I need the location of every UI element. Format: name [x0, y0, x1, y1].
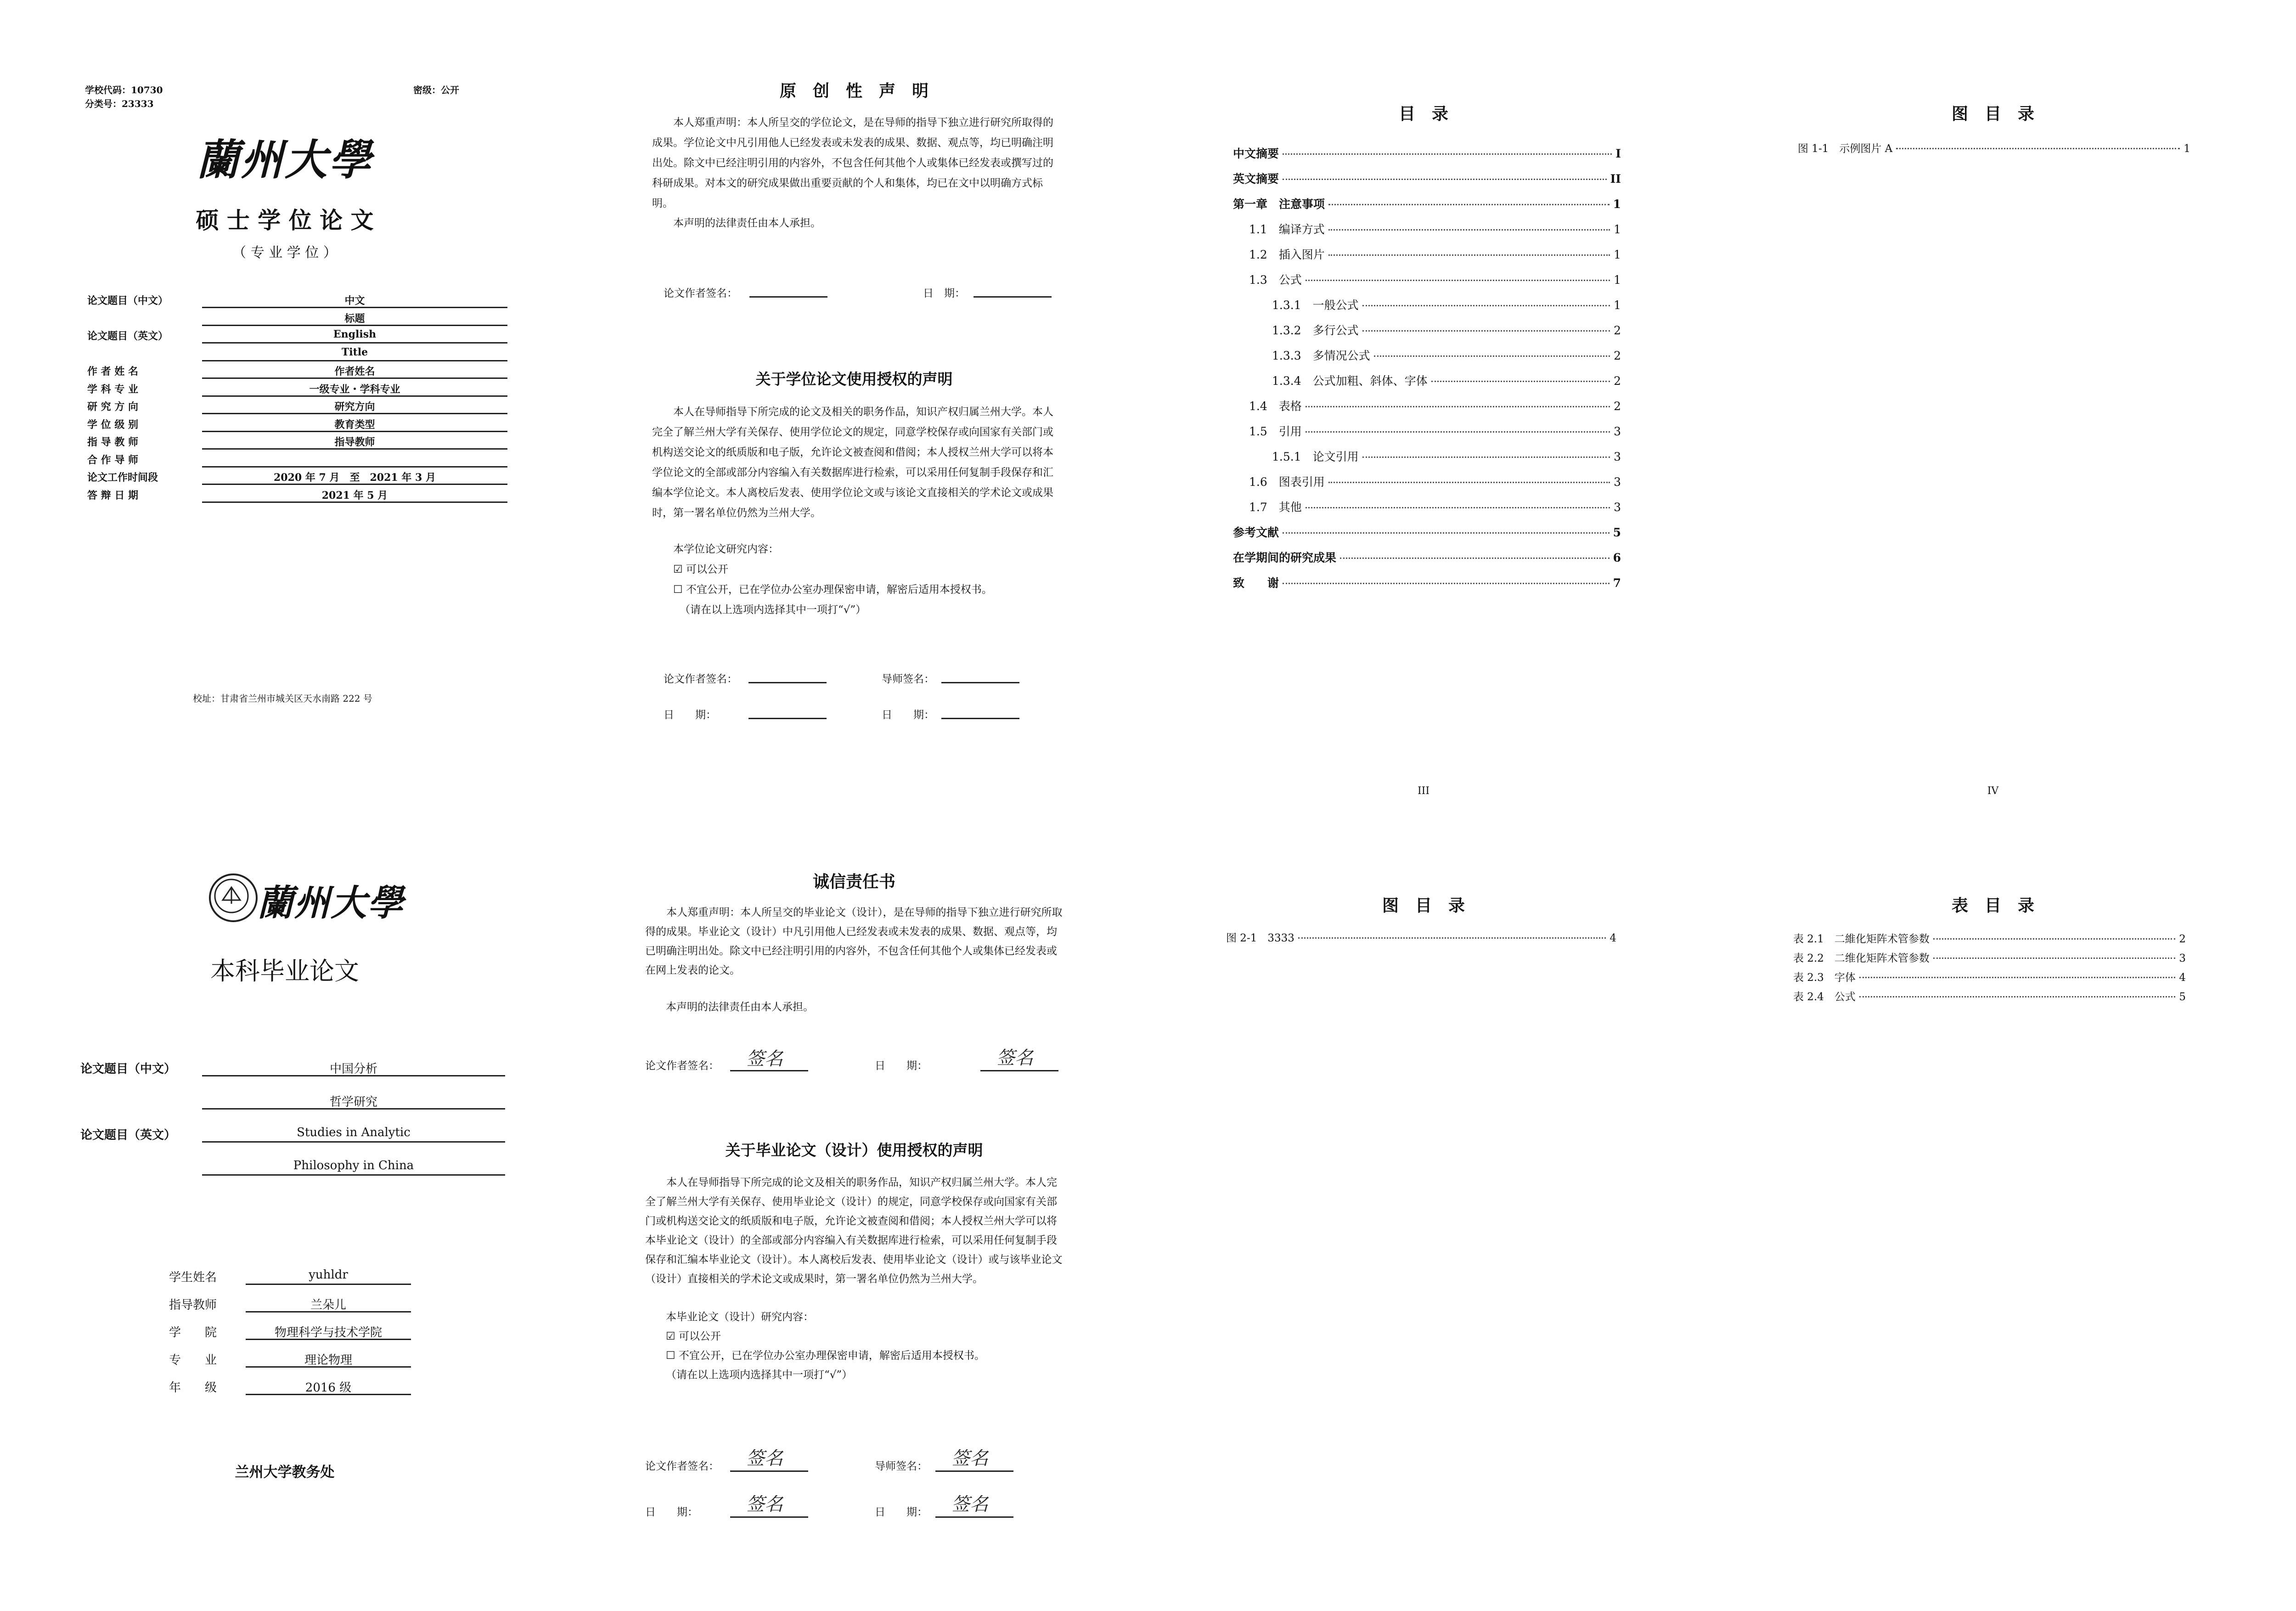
- toc-entry-page: 2: [1614, 324, 1621, 337]
- toc-entry-title: 1.6 图表引用: [1249, 475, 1325, 489]
- list-entry-title: 表 2.4 公式: [1793, 991, 1856, 1003]
- auth-author-sign-label: 论文作者签名：: [645, 1460, 719, 1472]
- toc-leader: [1306, 280, 1610, 281]
- page-list-of-tables: [2278, 0, 2296, 806]
- university-emblem-icon: [209, 873, 258, 922]
- auth-date-line-1[interactable]: [748, 718, 827, 719]
- list-entry-page: 4: [1609, 932, 1616, 944]
- auth-date-line-1[interactable]: [730, 1516, 808, 1518]
- toc-leader: [1328, 482, 1610, 483]
- auth-date-label-1: 日 期：: [664, 709, 716, 721]
- date-line[interactable]: [980, 1070, 1058, 1071]
- lot-title: [2278, 101, 2296, 124]
- date-label: 日 期：: [923, 287, 965, 299]
- toc-entry-title: 1.3.4 公式加粗、斜体、字体: [1272, 374, 1428, 388]
- list-entry[interactable]: [1793, 988, 2186, 1003]
- toc-entry-page: 6: [1613, 551, 1621, 564]
- degree-type: （ 专 业 学 位 ）: [232, 245, 337, 261]
- student-field-value: yuhldr: [246, 1268, 411, 1285]
- declaration-paragraph: 本人郑重声明：本人所呈交的学位论文，是在导师的指导下独立进行研究所取得的成果。学位论文中凡引用他人已经发表或未发表的成果、数据、观点等，均已明确注明出处。除文中已经注明引用的内容外，不包含任何其他个人或集体已经发表或撰写过的科研成果。对本文的研究成果做出重要贡献的个人和集体，均已在文中以明确方式标明。: [652, 117, 1053, 209]
- cover-field-label: 学 科 专 业: [87, 383, 138, 395]
- toc-entry[interactable]: [1249, 246, 1621, 262]
- toc-leader: [1340, 558, 1609, 559]
- cover-field-value: 一级专业・学科专业: [202, 382, 507, 397]
- authorization-paragraph: 本人在导师指导下所完成的论文及相关的职务作品，知识产权归属兰州大学。本人完全了解兰州大学有关保存、使用毕业论文（设计）的规定，同意学校保存或向国家有关部门或机构送交论文的纸质版和电子版，允许论文被查阅和借阅；本人授权兰州大学可以将本毕业论文（设计）的全部或部分内容编入有关数据库进行检索，可以采用任何复制手段保存和汇编本毕业论文（设计）。本人离校后发表、使用毕业论文（设计）或与该毕业论文（设计）直接相关的学术论文或成果时，第一署名单位仍然为兰州大学。: [645, 1177, 1063, 1285]
- student-field-label: 学生姓名: [169, 1271, 217, 1284]
- cover-field-value: 2020 年 7 月 至 2021 年 3 月: [202, 470, 507, 485]
- toc-entry-page: I: [1615, 147, 1621, 160]
- student-field-value: 理论物理: [246, 1351, 411, 1368]
- declaration-law: 本声明的法律责任由本人承担。: [673, 217, 821, 229]
- list-entry-title: 图 2-1 3333: [1226, 932, 1294, 944]
- toc-entry-title: 中文摘要: [1233, 147, 1279, 160]
- toc-entry-title: 参考文献: [1233, 526, 1279, 539]
- toc-leader: [1328, 229, 1610, 231]
- author-sign-line[interactable]: [749, 296, 827, 298]
- toc-leader: [1283, 583, 1609, 584]
- toc-entry-title: 1.3 公式: [1249, 273, 1302, 287]
- toc-leader: [1374, 355, 1610, 357]
- list-leader: [1933, 938, 2175, 940]
- auth-date-signature-1: 签名: [746, 1494, 783, 1515]
- cover-field-value: 2021 年 5 月: [202, 488, 507, 503]
- toc-leader: [1328, 254, 1610, 256]
- toc-entry-title: 1.3.2 多行公式: [1272, 324, 1359, 337]
- doc-title: 本科毕业论文: [210, 957, 359, 986]
- date-signature: 签名: [996, 1048, 1033, 1069]
- auth-date-label-1: 日 期：: [645, 1506, 698, 1518]
- toc-entry[interactable]: [1272, 372, 1621, 389]
- cover-field-value: 哲学研究: [202, 1093, 505, 1110]
- lot-title: 表 目 录: [1951, 896, 2034, 915]
- authorization-title: 关于毕业论文（设计）使用授权的声明: [725, 1141, 983, 1159]
- toc-entry[interactable]: [1233, 524, 1621, 540]
- authorization-title: 关于学位论文使用授权的声明: [755, 370, 953, 388]
- toc-title: 目 录: [1398, 104, 1448, 124]
- page-number: [2278, 1582, 2296, 1591]
- toc-entry[interactable]: [1249, 397, 1621, 414]
- toc-leader: [1362, 456, 1610, 458]
- auth-tutor-sign-line[interactable]: [941, 682, 1019, 683]
- toc-leader: [1306, 406, 1610, 407]
- option-public[interactable]: ☑ 可以公开: [666, 1330, 721, 1342]
- author-sign-label: 论文作者签名：: [664, 287, 737, 299]
- date-line[interactable]: [974, 296, 1052, 298]
- page-master-cover: [0, 0, 569, 806]
- auth-date-line-2[interactable]: [935, 1516, 1013, 1518]
- page-bachelor-lof: [1139, 806, 1708, 1611]
- date-label: 日 期：: [875, 1060, 928, 1072]
- auth-date-signature-2: 签名: [951, 1494, 988, 1515]
- toc-leader: [1362, 305, 1610, 306]
- toc-entry[interactable]: [1249, 271, 1621, 287]
- cover-field-label: 论文题目（中文）: [87, 295, 169, 307]
- toc-entry[interactable]: [1233, 170, 1621, 186]
- toc-entry-page: 5: [1613, 526, 1621, 539]
- cover-field-value: 作者姓名: [202, 364, 507, 379]
- page-toc: [1139, 0, 1708, 806]
- auth-author-sign-line[interactable]: [748, 682, 827, 683]
- toc-entry[interactable]: [1249, 220, 1621, 237]
- page-bachelor-lot: [1708, 806, 2278, 1611]
- list-entry-title: 表 2.2 二维化矩阵术管参数: [1793, 952, 1930, 964]
- cover-field-label: 研 究 方 向: [87, 401, 138, 413]
- student-field-label: 年 级: [169, 1381, 217, 1395]
- list-entry[interactable]: [1226, 929, 1616, 945]
- auth-date-label-2: 日 期：: [882, 709, 934, 721]
- list-entry-title: 表 2.3 字体: [1793, 972, 1856, 984]
- list-leader: [1896, 148, 2180, 149]
- cover-field-value: 标题: [202, 311, 507, 326]
- cover-field-value: [202, 452, 507, 468]
- cover-field-label: 答 辩 日 期: [87, 489, 138, 501]
- page-originality: [569, 0, 1139, 806]
- toc-leader: [1362, 330, 1610, 332]
- integrity-law: 本声明的法律责任由本人承担。: [666, 1001, 814, 1013]
- option-not-public[interactable]: ☐ 不宜公开，已在学位办公室办理保密申请，解密后适用本授权书。: [673, 584, 992, 596]
- auth-author-signature: 签名: [746, 1448, 783, 1469]
- list-entry[interactable]: [1793, 969, 2186, 984]
- auth-tutor-signature: 签名: [951, 1448, 988, 1469]
- toc-entry-page: 7: [1613, 576, 1621, 590]
- list-entry-page: 5: [2179, 991, 2186, 1003]
- student-field-value: 兰朵儿: [246, 1296, 411, 1312]
- lof-title: 图 目 录: [1382, 896, 1465, 915]
- list-entry-title: 图 1-1 示例图片 A: [1798, 143, 1893, 155]
- option-public[interactable]: ☑ 可以公开: [673, 563, 728, 575]
- auth-author-sign-label: 论文作者签名：: [664, 673, 737, 685]
- integrity-paragraph: 本人郑重声明：本人所呈交的毕业论文（设计），是在导师的指导下独立进行研究所取得的成果。毕业论文（设计）中凡引用他人已经发表或未发表的成果、数据、观点等，均已明确注明出处。除文中已经注明引用的内容外，不包含任何其他个人或集体已经发表或在网上发表的论文。: [645, 907, 1063, 976]
- list-entry-page: 1: [2183, 143, 2190, 155]
- toc-entry-title: 1.5 引用: [1249, 425, 1302, 438]
- toc-entry-title: 1.3.1 一般公式: [1272, 299, 1359, 312]
- page-chapter-1: [2278, 806, 2296, 1611]
- student-field-label: 学 院: [169, 1326, 217, 1340]
- school-code: 学校代码：10730: [85, 84, 163, 96]
- toc-leader: [1306, 507, 1610, 508]
- cover-field-value: Title: [202, 346, 507, 361]
- page-number: [2278, 785, 2296, 797]
- toc-entry-title: 1.2 插入图片: [1249, 248, 1325, 261]
- research-content-label: 本学位论文研究内容：: [673, 543, 779, 555]
- page-number: IV: [1987, 785, 1999, 797]
- cover-field-label: 论文题目（中文）: [80, 1062, 176, 1076]
- issuing-office: 兰州大学教务处: [235, 1464, 335, 1481]
- cover-field-label: 指 导 教 师: [87, 436, 138, 448]
- chapter-title: [2278, 891, 2296, 914]
- toc-entry-title: 1.3.3 多情况公式: [1272, 349, 1370, 362]
- cover-field-value: 教育类型: [202, 417, 507, 432]
- cover-field-value: 指导教师: [202, 434, 507, 450]
- toc-leader: [1328, 204, 1609, 205]
- list-leader: [1859, 977, 2175, 978]
- cover-field-label: 作 者 姓 名: [87, 366, 138, 377]
- toc-entry[interactable]: [1272, 296, 1621, 313]
- cover-field-value: Studies in Analytic: [202, 1126, 505, 1143]
- toc-entry[interactable]: [1272, 347, 1621, 363]
- list-entry-title: 表 2.1 二維化矩阵术管参数: [1793, 933, 1930, 945]
- toc-entry-page: 3: [1614, 475, 1621, 489]
- toc-entry[interactable]: [1233, 549, 1621, 565]
- author-signature: 签名: [746, 1048, 783, 1070]
- toc-entry-page: 2: [1614, 400, 1621, 413]
- university-logo-text: 蘭州大學: [196, 135, 373, 185]
- toc-entry-page: 1: [1614, 223, 1621, 236]
- doc-title: 硕 士 学 位 论 文: [196, 207, 374, 234]
- cover-field-value: 研究方向: [202, 399, 507, 414]
- authorization-paragraph: 本人在导师指导下所完成的论文及相关的职务作品，知识产权归属兰州大学。本人完全了解兰州大学有关保存、使用学位论文的规定，同意学校保存或向国家有关部门或机构送交论文的纸质版和电子版，允许论文被查阅和借阅；本人授权兰州大学可以将本学位论文的全部或部分内容编入有关数据库进行检索，可以采用任何复制手段保存和汇编本学位论文。本人离校后发表、使用学位论文或与该论文直接相关的学术论文或成果时，第一署名单位仍然为兰州大学。: [652, 406, 1053, 519]
- list-entry-page: 3: [2179, 952, 2186, 964]
- toc-entry[interactable]: [1233, 145, 1621, 161]
- toc-entry-title: 1.1 编译方式: [1249, 223, 1325, 236]
- page-number: III: [1417, 785, 1430, 797]
- toc-entry-page: 3: [1614, 501, 1621, 514]
- cover-field-label: 学 位 级 别: [87, 418, 138, 431]
- toc-entry-title: 1.5.1 论文引用: [1272, 450, 1359, 463]
- class-number: 分类号：23333: [85, 98, 154, 109]
- toc-entry-title: 1.7 其他: [1249, 501, 1302, 514]
- toc-entry-title: 1.4 表格: [1249, 400, 1302, 413]
- toc-entry-page: 2: [1614, 349, 1621, 362]
- toc-entry-page: 1: [1614, 299, 1621, 312]
- auth-author-sign-line[interactable]: [730, 1470, 808, 1472]
- secrecy-level: 密级：公开: [413, 84, 459, 96]
- list-entry[interactable]: [1793, 950, 2186, 965]
- author-sign-label: 论文作者签名：: [645, 1060, 719, 1072]
- list-leader: [1933, 958, 2175, 959]
- toc-entry-title: 第一章 注意事项: [1233, 197, 1325, 211]
- toc-entry-page: 1: [1613, 197, 1621, 211]
- auth-tutor-sign-label: 导师签名：: [882, 673, 934, 685]
- research-content-label: 本毕业论文（设计）研究内容：: [666, 1311, 814, 1323]
- list-entry[interactable]: [1793, 930, 2186, 946]
- auth-tutor-sign-label: 导师签名：: [875, 1460, 928, 1472]
- cover-field-value: 中国分析: [202, 1059, 505, 1076]
- cover-field-value: 中文: [202, 293, 507, 308]
- list-leader: [1298, 937, 1606, 939]
- toc-leader: [1431, 381, 1610, 382]
- list-entry-page: 2: [2179, 933, 2186, 945]
- toc-entry-page: II: [1610, 172, 1621, 186]
- list-leader: [1859, 996, 2175, 997]
- toc-entry[interactable]: [1249, 473, 1621, 490]
- page-integrity: [569, 806, 1139, 1611]
- toc-entry-page: 3: [1614, 425, 1621, 438]
- campus-address: 校址：甘肃省兰州市城关区天水南路 222 号: [193, 693, 372, 704]
- auth-date-line-2[interactable]: [941, 718, 1019, 719]
- option-not-public[interactable]: ☐ 不宜公开，已在学位办公室办理保密申请，解密后适用本授权书。: [666, 1350, 985, 1362]
- page-list-of-figures: [1708, 0, 2278, 806]
- auth-date-label-2: 日 期：: [875, 1506, 928, 1518]
- cover-field-label: 论文题目（英文）: [80, 1128, 176, 1142]
- page-bachelor-cover: [0, 806, 569, 1611]
- toc-entry[interactable]: [1233, 195, 1621, 212]
- toc-entry[interactable]: [1272, 321, 1621, 338]
- toc-leader: [1306, 431, 1610, 433]
- toc-entry-page: 1: [1614, 248, 1621, 261]
- declaration-title: 原 创 性 声 明: [779, 81, 929, 101]
- option-note: （请在以上选项内选择其中一项打“√”）: [666, 1369, 853, 1381]
- toc-entry-page: 1: [1614, 273, 1621, 287]
- student-field-label: 指导教师: [169, 1298, 217, 1312]
- student-field-value: 物理科学与技术学院: [246, 1323, 411, 1340]
- toc-entry-page: 2: [1614, 374, 1621, 388]
- auth-tutor-sign-line[interactable]: [935, 1470, 1013, 1472]
- toc-entry-title: 在学期间的研究成果: [1233, 551, 1337, 564]
- toc-entry[interactable]: [1249, 498, 1621, 515]
- student-field-label: 专 业: [169, 1353, 217, 1367]
- cover-field-label: 合 作 导 师: [87, 454, 138, 466]
- toc-leader: [1283, 153, 1612, 155]
- toc-entry[interactable]: [1249, 422, 1621, 439]
- cover-field-value: Philosophy in China: [202, 1159, 505, 1176]
- toc-entry-page: 3: [1614, 450, 1621, 463]
- list-entry[interactable]: [1798, 140, 2190, 155]
- toc-entry[interactable]: [1233, 574, 1621, 591]
- cover-field-value: English: [202, 328, 507, 344]
- university-logo-text: 蘭州大學: [257, 882, 405, 924]
- toc-leader: [1283, 532, 1609, 534]
- student-field-value: 2016 级: [246, 1378, 411, 1395]
- list-entry-page: 4: [2179, 972, 2186, 984]
- integrity-title: 诚信责任书: [812, 872, 895, 891]
- toc-entry-title: 英文摘要: [1233, 172, 1279, 186]
- toc-entry[interactable]: [1272, 448, 1621, 464]
- toc-entry-title: 致 谢: [1233, 576, 1279, 590]
- lof-title: 图 目 录: [1951, 104, 2034, 124]
- cover-field-label: 论文工作时间段: [87, 472, 158, 484]
- option-note: （请在以上选项内选择其中一项打“√”）: [680, 604, 867, 616]
- toc-leader: [1283, 179, 1607, 180]
- cover-field-label: 论文题目（英文）: [87, 330, 169, 342]
